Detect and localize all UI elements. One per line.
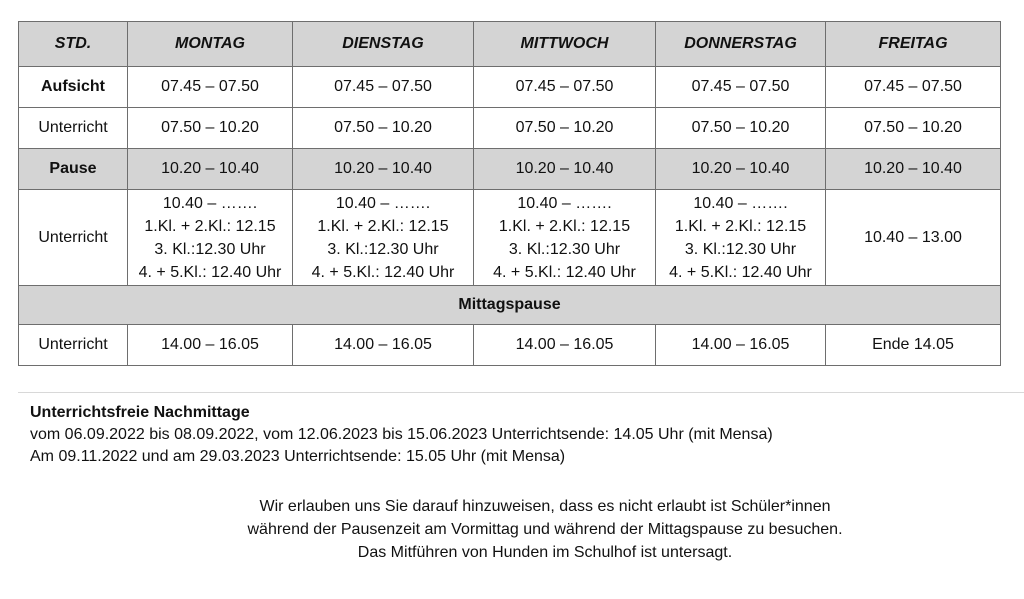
- table-cell: 07.50 – 10.20: [474, 108, 656, 149]
- row-unterricht-afternoon: [19, 325, 1001, 366]
- table-cell: [293, 190, 474, 286]
- cell-line: 10.40 – …….: [335, 194, 431, 212]
- row-unterricht-morning: [19, 108, 1001, 149]
- table-cell: 10.20 – 10.40: [293, 149, 474, 190]
- cell-line: 4. + 5.Kl.: 12.40 Uhr: [493, 263, 636, 281]
- header-std: STD.: [19, 22, 128, 67]
- header-donnerstag: DONNERSTAG: [656, 22, 826, 67]
- cell-line: 3. Kl.:12.30 Uhr: [327, 240, 439, 258]
- table-cell: 14.00 – 16.05: [128, 325, 293, 366]
- table-cell: 07.50 – 10.20: [293, 108, 474, 149]
- row-label: Pause: [19, 149, 128, 190]
- row-label: Unterricht: [19, 325, 128, 366]
- notice-line: Wir erlauben uns Sie darauf hinzuweisen, dass es nicht erlaubt ist Schüler*innen: [259, 498, 831, 515]
- row-label: Unterricht: [19, 108, 128, 149]
- table-cell: Ende 14.05: [826, 325, 1001, 366]
- row-label: Unterricht: [19, 190, 128, 286]
- row-unterricht-late-morning: [19, 190, 1001, 286]
- cell-line: 1.Kl. + 2.Kl.: 12.15: [674, 217, 807, 235]
- notes-block: [30, 402, 773, 468]
- table-cell: 07.50 – 10.20: [826, 108, 1001, 149]
- notice-line: Das Mitführen von Hunden im Schulhof ist untersagt.: [357, 544, 733, 561]
- header-dienstag: DIENSTAG: [293, 22, 474, 67]
- cell-line: 10.40 – …….: [162, 194, 258, 212]
- table-cell: [128, 190, 293, 286]
- cell-line: 1.Kl. + 2.Kl.: 12.15: [498, 217, 631, 235]
- notes-line: Am 09.11.2022 und am 29.03.2023 Unterrichtsende: 15.05 Uhr (mit Mensa): [30, 448, 566, 465]
- header-freitag: FREITAG: [826, 22, 1001, 67]
- table-cell: 10.20 – 10.40: [656, 149, 826, 190]
- row-aufsicht: [19, 67, 1001, 108]
- cell-line: 3. Kl.:12.30 Uhr: [154, 240, 266, 258]
- notes-heading: Unterrichtsfreie Nachmittage: [30, 404, 250, 421]
- cell-line: 3. Kl.:12.30 Uhr: [684, 240, 797, 258]
- table-cell: [474, 190, 656, 286]
- cell-line: 10.40 – …….: [517, 194, 612, 212]
- table-cell: 10.20 – 10.40: [826, 149, 1001, 190]
- table-cell: 07.45 – 07.50: [474, 67, 656, 108]
- schedule-table: [18, 21, 1001, 366]
- header-row: [19, 22, 1001, 67]
- row-mittagspause: [19, 286, 1001, 325]
- table-cell: 07.45 – 07.50: [656, 67, 826, 108]
- table-cell: 14.00 – 16.05: [474, 325, 656, 366]
- notice-line: während der Pausenzeit am Vormittag und während der Mittagspause zu besuchen.: [247, 521, 843, 538]
- table-cell: [656, 190, 826, 286]
- cell-line: 4. + 5.Kl.: 12.40 Uhr: [669, 263, 812, 281]
- section-divider: [18, 392, 1024, 393]
- row-pause: [19, 149, 1001, 190]
- header-mittwoch: MITTWOCH: [474, 22, 656, 67]
- header-montag: MONTAG: [128, 22, 293, 67]
- table-cell: 07.45 – 07.50: [826, 67, 1001, 108]
- row-label: Aufsicht: [19, 67, 128, 108]
- table-cell: 10.20 – 10.40: [128, 149, 293, 190]
- cell-line: 1.Kl. + 2.Kl.: 12.15: [317, 217, 449, 235]
- cell-line: 3. Kl.:12.30 Uhr: [508, 240, 621, 258]
- cell-line: 10.40 – …….: [693, 194, 788, 212]
- table-cell: 10.40 – 13.00: [826, 190, 1001, 286]
- cell-line: 4. + 5.Kl.: 12.40 Uhr: [311, 263, 455, 281]
- table-cell: 07.45 – 07.50: [128, 67, 293, 108]
- cell-line: 1.Kl. + 2.Kl.: 12.15: [144, 217, 276, 235]
- table-cell: 14.00 – 16.05: [656, 325, 826, 366]
- table-cell: 10.20 – 10.40: [474, 149, 656, 190]
- cell-line: 4. + 5.Kl.: 12.40 Uhr: [138, 263, 282, 281]
- table-cell: 14.00 – 16.05: [293, 325, 474, 366]
- table-cell: 07.50 – 10.20: [128, 108, 293, 149]
- mittagspause-cell: Mittagspause: [19, 286, 1001, 325]
- notice-block: [170, 495, 920, 564]
- table-cell: 07.45 – 07.50: [293, 67, 474, 108]
- notes-line: vom 06.09.2022 bis 08.09.2022, vom 12.06.2023 bis 15.06.2023 Unterrichtsende: 14.05 Uhr (mit Mensa): [30, 426, 773, 443]
- table-cell: 07.50 – 10.20: [656, 108, 826, 149]
